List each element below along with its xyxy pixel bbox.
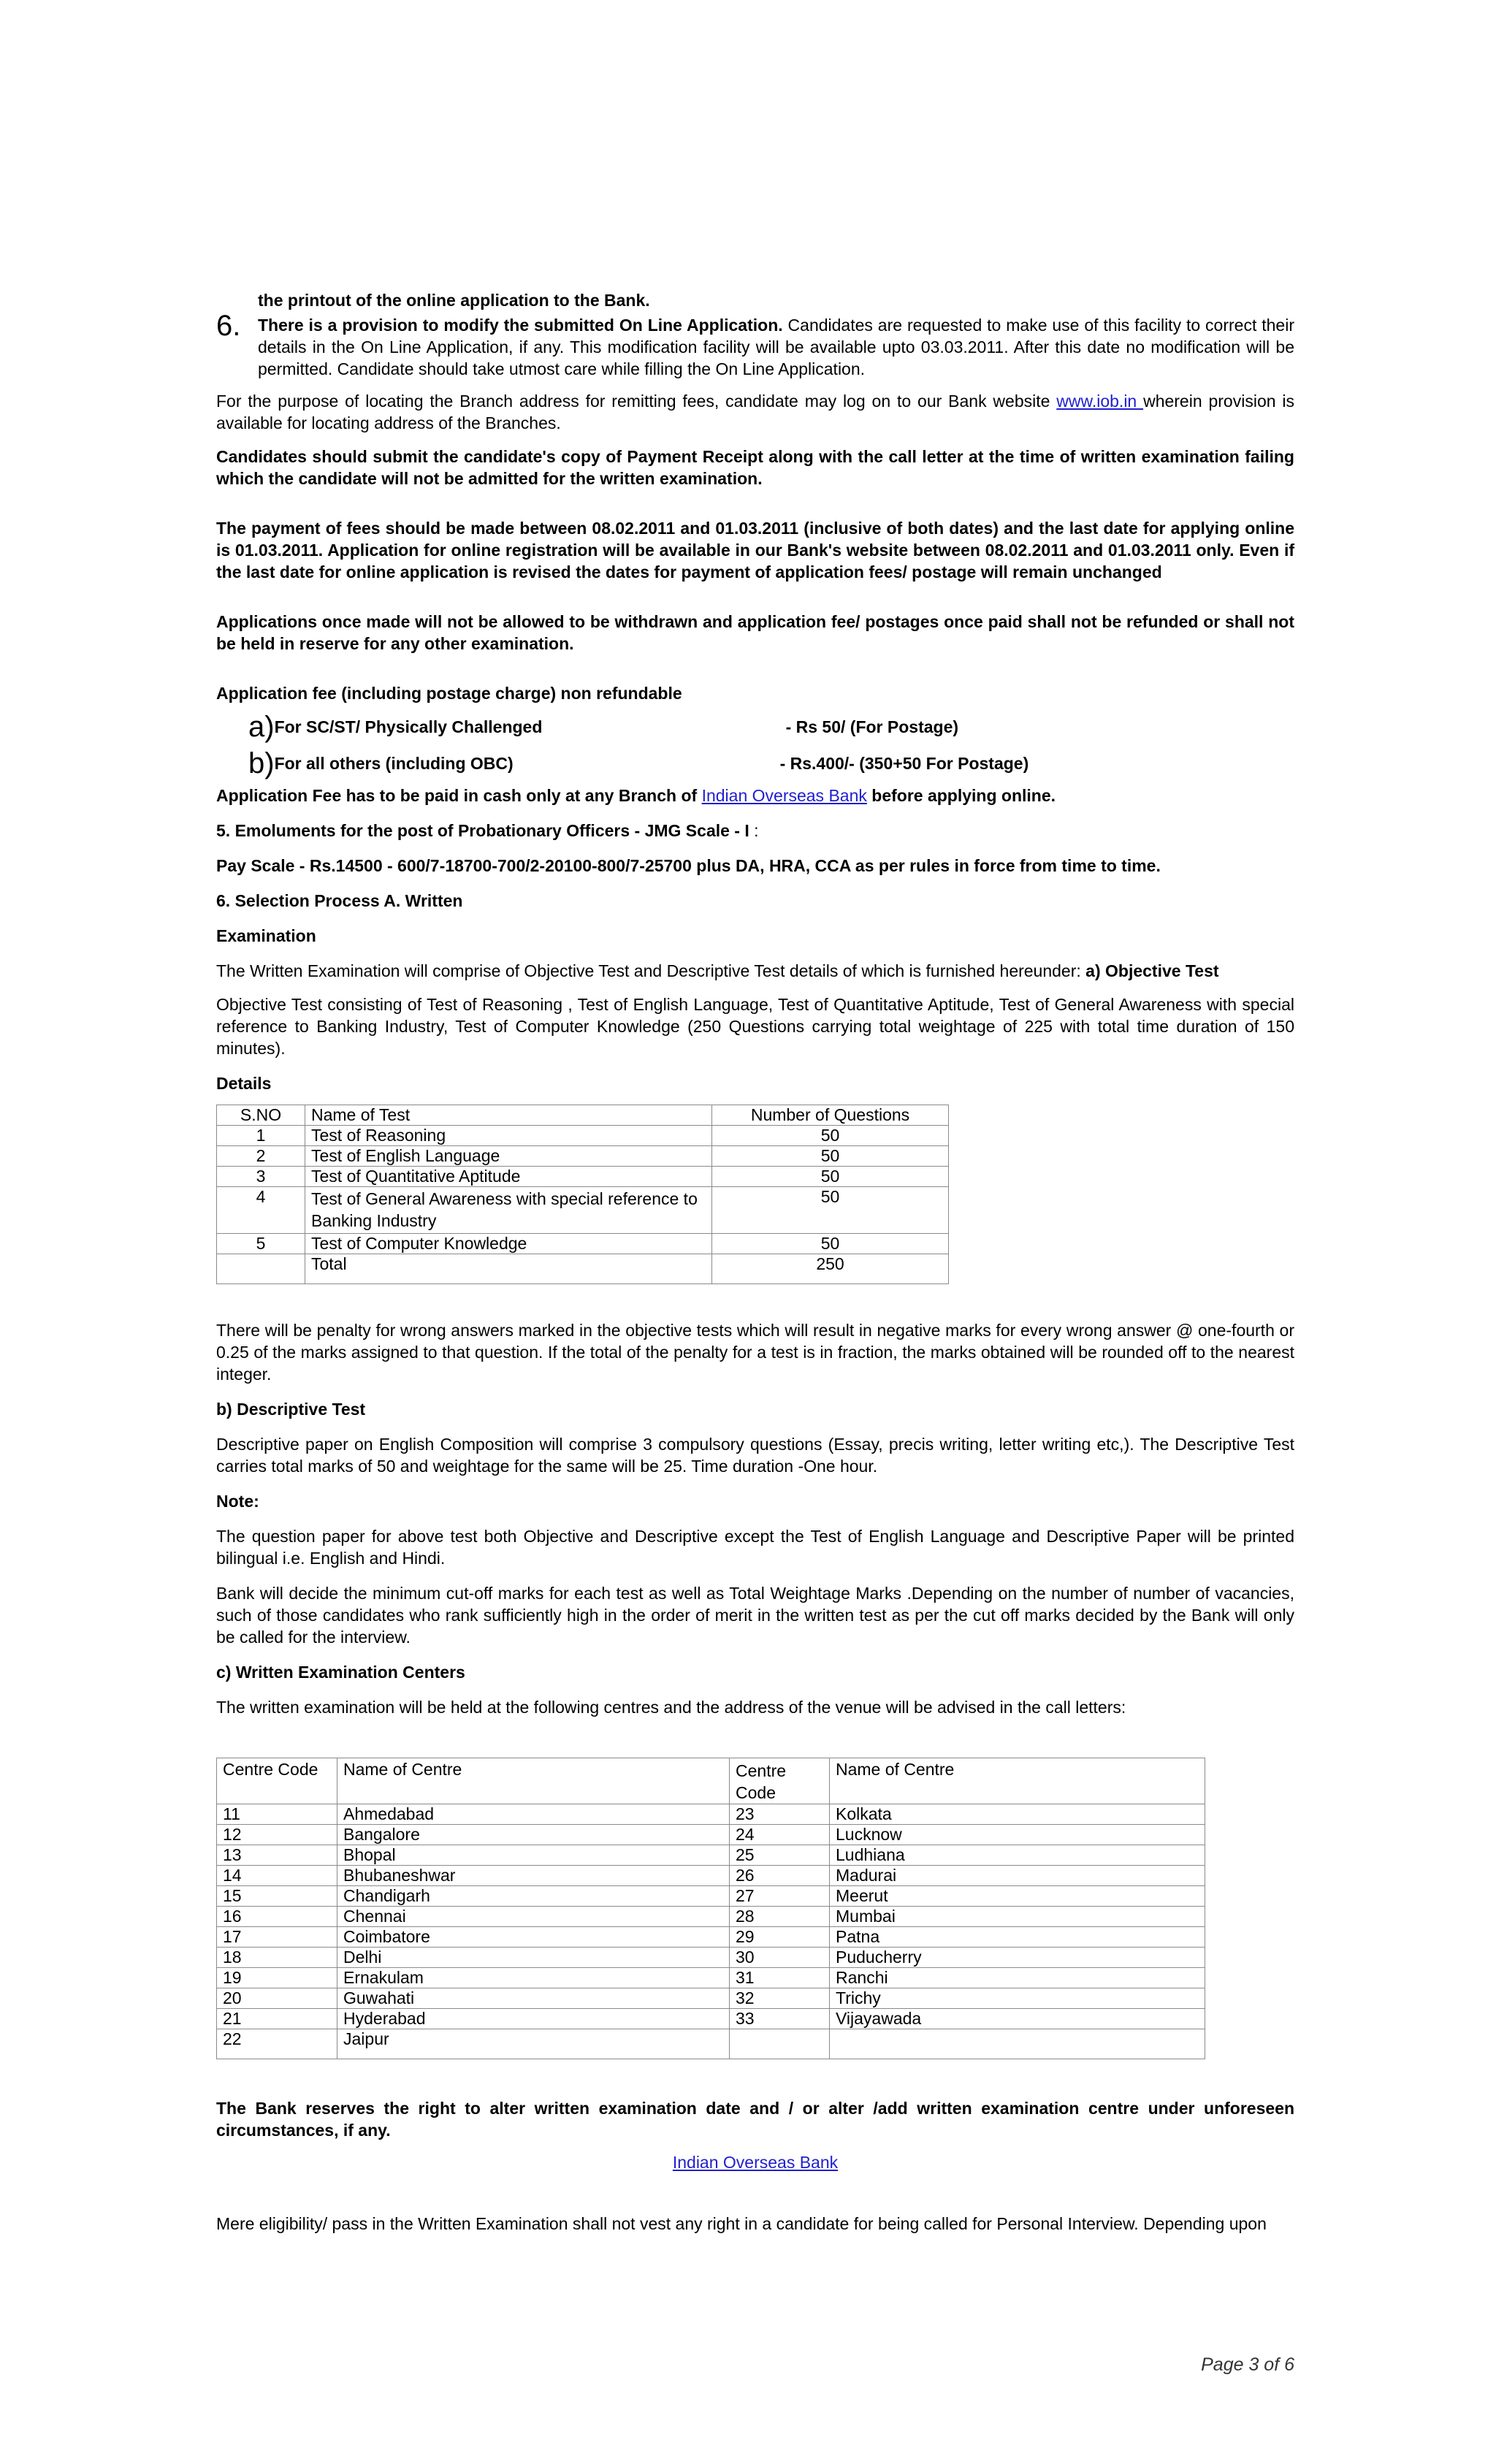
cell-question-count: 50 [712,1187,949,1234]
cell-question-count: 50 [712,1167,949,1187]
cell-centre-code: 25 [730,1845,830,1866]
column-header: Centre Code [217,1758,337,1804]
table-total-row [217,1254,949,1284]
cutoff-text: Bank will decide the minimum cut-off marks for each test as well as Total Weightage Marks .Depending on the number of number of vacancies, such of those candidates who rank sufficiently high in the order of merit in the written test as per the cut off marks decided by the Bank will only be called for the interview. [216,1584,1294,1647]
cell-test-name: Test of General Awareness with special reference to Banking Industry [305,1187,712,1234]
item-6-number: 6. [216,310,241,342]
pay-scale: Pay Scale - Rs.14500 - 600/7-18700-700/2-20100-800/7-25700 plus DA, HRA, CCA as per rules in force from time to time. [216,856,1161,875]
table-row [217,1187,949,1234]
table-row [217,1927,1205,1948]
cell-centre-code: 30 [730,1948,830,1968]
fee-item [248,745,1294,782]
cell-question-count: 50 [712,1234,949,1254]
column-header: Number of Questions [712,1105,949,1126]
table-row [217,1988,1205,2009]
cell-centre-code: 16 [217,1907,337,1927]
table-row [217,1234,949,1254]
table-row [217,1948,1205,1968]
cell-centre-code: 17 [217,1927,337,1948]
fee-cash-note [216,785,1294,806]
table-row [217,1167,949,1187]
cell-centre-name: Patna [830,1927,1205,1948]
eligibility-text: Mere eligibility/ pass in the Written Examination shall not vest any right in a candidate for being called for Personal Interview. Depending upon [216,2214,1267,2233]
cell-centre-name: Bhopal [337,1845,730,1866]
branch-paragraph [216,390,1294,434]
cell-centre-code: 26 [730,1866,830,1886]
cell-centre-code: 11 [217,1804,337,1825]
cell-centre-name: Chandigarh [337,1886,730,1907]
centres-table [216,1758,1205,2059]
tests-table [216,1105,949,1284]
cell-centre-name: Guwahati [337,1988,730,2009]
fee-item-marker: b) [248,747,275,779]
table-row [217,1126,949,1146]
cell-centre-code: 29 [730,1927,830,1948]
cell-centre-code: 12 [217,1825,337,1845]
cell-test-name: Test of Reasoning [305,1126,712,1146]
cell-sno: 4 [217,1187,305,1234]
table-row [217,1886,1205,1907]
cell-centre-code: 27 [730,1886,830,1907]
column-header: Centre Code [730,1758,830,1804]
cell-centre-name: Madurai [830,1866,1205,1886]
cell-centre-name: Bhubaneshwar [337,1866,730,1886]
examination-heading: Examination [216,926,316,945]
cell-test-name: Test of Computer Knowledge [305,1234,712,1254]
fee-item-marker: a) [248,711,275,743]
fee-item-amount: - Rs 50/ (For Postage) [785,717,959,736]
cell-total-value: 250 [712,1254,949,1284]
cell-sno: 1 [217,1126,305,1146]
page-number: Page 3 of 6 [1201,2354,1294,2375]
written-intro-text: The Written Examination will comprise of Objective Test and Descriptive Test details of which is furnished hereunder: [216,961,1086,980]
item-6-paragraph [216,310,1294,380]
cell-centre-name: Delhi [337,1948,730,1968]
cell-centre-name [830,2029,1205,2059]
cell-centre-name: Ahmedabad [337,1804,730,1825]
bank-link-line [216,2151,1294,2173]
cell-total-label: Total [305,1254,712,1284]
cell-centre-name: Chennai [337,1907,730,1927]
cell-centre-code: 20 [217,1988,337,2009]
cell-centre-code: 18 [217,1948,337,1968]
iob-website-link[interactable]: www.iob.in [1056,392,1144,411]
cell-centre-name: Bangalore [337,1825,730,1845]
fee-list [216,709,1294,782]
table-row [217,1825,1205,1845]
descriptive-heading: b) Descriptive Test [216,1400,366,1419]
column-header: S.NO [217,1105,305,1126]
cell-centre-name: Hyderabad [337,2009,730,2029]
document-body [216,289,1294,2235]
cell-centre-code: 21 [217,2009,337,2029]
branch-text-end: wherein provision is available for locating address of the Branches. [216,392,1294,432]
cell-sno: 5 [217,1234,305,1254]
cell-sno: 3 [217,1167,305,1187]
fee-cash-text: Application Fee has to be paid in cash only at any Branch of [216,786,702,805]
cell-centre-name: Coimbatore [337,1927,730,1948]
printout-line: the printout of the online application to the Bank. [258,291,650,310]
selection-heading: 6. Selection Process A. Written [216,891,463,910]
details-heading: Details [216,1074,272,1093]
cell-centre-code: 14 [217,1866,337,1886]
table-header-row [217,1105,949,1126]
indian-overseas-bank-link[interactable]: Indian Overseas Bank [701,786,867,805]
emoluments-heading-text: 5. Emoluments for the post of Probationary Officers - JMG Scale - I [216,821,749,840]
cell-centre-code: 15 [217,1886,337,1907]
branch-text: For the purpose of locating the Branch address for remitting fees, candidate may log on to our Bank website [216,392,1057,411]
cell-question-count: 50 [712,1126,949,1146]
cell-test-name: Test of English Language [305,1146,712,1167]
cell-centre-code: 23 [730,1804,830,1825]
objective-test-text: Objective Test consisting of Test of Reasoning , Test of English Language, Test of Quantitative Aptitude, Test of General Awareness with special reference to Banking Industry, Test of Computer Knowledge (250 Questions carrying total weightage of 225 with total time duration of 150 minutes). [216,995,1294,1058]
cell-centre-name: Vijayawada [830,2009,1205,2029]
table-header-row [217,1758,1205,1804]
cell-centre-code: 22 [217,2029,337,2059]
penalty-text: There will be penalty for wrong answers marked in the objective tests which will result in negative marks for every wrong answer @ one-fourth or 0.25 of the marks assigned to that question. If the total of the penalty for a test is in fraction, the marks obtained will be rounded off to the nearest integer. [216,1321,1294,1384]
item-6-text: Candidates are requested to make use of this facility to correct their details in the On Line Application, if any. This modification facility will be available upto 03.03.2011. After this date no modification will be permitted. Candidate should take utmost care while filling the On Line Application. [258,316,1294,378]
cell-centre-code: 24 [730,1825,830,1845]
objective-test-label: a) Objective Test [1085,961,1219,980]
note-text: The question paper for above test both Objective and Descriptive except the Test of English Language and Descriptive Paper will be printed bilingual i.e. English and Hindi. [216,1527,1294,1568]
no-withdraw-note: Applications once made will not be allowed to be withdrawn and application fee/ postages once paid shall not be refunded or shall not be held in reserve for any other examination. [216,612,1294,653]
cell-centre-code: 28 [730,1907,830,1927]
cell-question-count: 50 [712,1146,949,1167]
cell-centre-code [730,2029,830,2059]
cell-centre-name: Ranchi [830,1968,1205,1988]
centers-text: The written examination will be held at the following centres and the address of the venue will be advised in the call letters: [216,1698,1126,1717]
descriptive-text: Descriptive paper on English Composition will comprise 3 compulsory questions (Essay, precis writing, letter writing etc,). The Descriptive Test carries total marks of 50 and weightage for the same will be 25. Time duration -One hour. [216,1435,1294,1476]
cell-empty [217,1254,305,1284]
indian-overseas-bank-link[interactable]: Indian Overseas Bank [672,2153,839,2172]
table-row [217,1907,1205,1927]
cell-centre-code: 31 [730,1968,830,1988]
cell-centre-name: Meerut [830,1886,1205,1907]
cell-centre-name: Lucknow [830,1825,1205,1845]
column-header: Name of Test [305,1105,712,1126]
fee-item [248,709,1294,745]
emoluments-heading [216,820,1294,842]
cell-centre-name: Ludhiana [830,1845,1205,1866]
cell-centre-name: Mumbai [830,1907,1205,1927]
cell-test-name: Test of Quantitative Aptitude [305,1167,712,1187]
cell-centre-name: Ernakulam [337,1968,730,1988]
centers-heading: c) Written Examination Centers [216,1663,465,1682]
table-row [217,1804,1205,1825]
reserve-right-note: The Bank reserves the right to alter written examination date and / or alter /add written examination centre under unforeseen circumstances, if any. [216,2099,1294,2140]
fee-item-label: For SC/ST/ Physically Challenged [274,717,543,736]
fee-item-label: For all others (including OBC) [274,754,514,773]
cell-centre-code: 13 [217,1845,337,1866]
column-header: Name of Centre [830,1758,1205,1804]
cell-centre-code: 33 [730,2009,830,2029]
cell-centre-code: 19 [217,1968,337,1988]
table-row [217,1845,1205,1866]
cell-centre-code: 32 [730,1988,830,2009]
cell-centre-name: Puducherry [830,1948,1205,1968]
cell-sno: 2 [217,1146,305,1167]
note-heading: Note: [216,1492,259,1511]
item-6-lead: There is a provision to modify the submitted On Line Application. [258,316,783,335]
cell-centre-name: Jaipur [337,2029,730,2059]
table-row [217,1866,1205,1886]
fee-item-amount: - Rs.400/- (350+50 For Postage) [779,754,1029,773]
column-header: Name of Centre [337,1758,730,1804]
payment-dates-note: The payment of fees should be made between 08.02.2011 and 01.03.2011 (inclusive of both dates) and the last date for applying online is 01.03.2011. Application for online registration will be available in our Bank's website between 08.02.2011 and 01.03.2011 only. Even if the last date for online application is revised the dates for payment of application fees/ postage will remain unchanged [216,519,1294,581]
fee-heading: Application fee (including postage charge) non refundable [216,684,682,703]
receipt-note: Candidates should submit the candidate's copy of Payment Receipt along with the call letter at the time of written examination failing which the candidate will not be admitted for the written examination. [216,447,1294,488]
fee-cash-text-end: before applying online. [866,786,1056,805]
cell-centre-name: Kolkata [830,1804,1205,1825]
table-row [217,2029,1205,2059]
table-row [217,1968,1205,1988]
emoluments-heading-suffix: : [749,821,759,840]
table-row [217,1146,949,1167]
cell-centre-name: Trichy [830,1988,1205,2009]
table-row [217,2009,1205,2029]
written-intro [216,960,1294,982]
